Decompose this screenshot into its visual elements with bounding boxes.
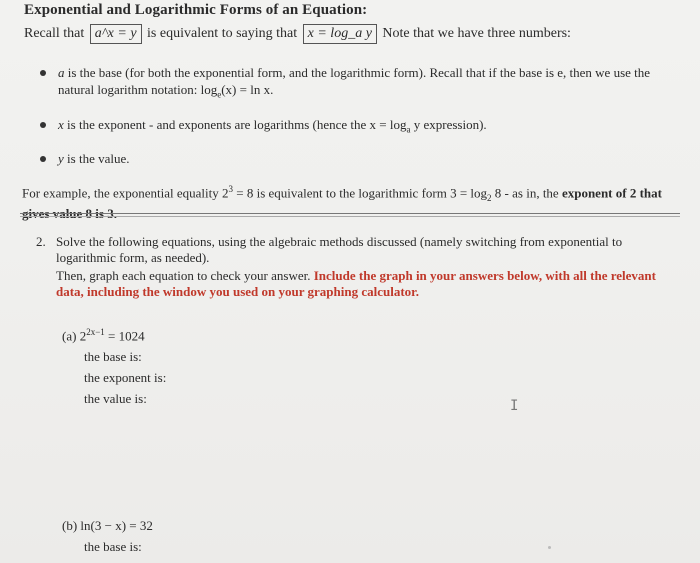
logarithmic-form-box: x = log_a y [303,24,377,44]
answer-base-line[interactable]: the base is: [84,539,142,554]
bullet-lead: a [58,65,65,80]
question-number: 2. [36,234,46,249]
question-graph-instruction [56,268,676,300]
part-b [62,515,153,557]
bullet-tail: y expression). [410,116,487,132]
example-sup: 3 [228,184,233,194]
bullet-exponent [40,116,680,139]
part-a-equation [62,322,166,346]
bullet-text: is the exponent - and exponents are logarithms (hence the x = log [63,116,407,132]
part-label: (b) [62,518,78,533]
answer-value-line[interactable]: the value is: [84,391,147,407]
equation-text: ln(3 − x) = 32 [80,518,153,533]
bullet-text: is the base (for both the exponential form, and the logarithmic form). Recall that if the base is e, then we use the natural logarithm notation: log [58,65,651,97]
recall-line [24,24,571,44]
recall-prefix: Recall that [24,26,85,41]
bullet-dot-icon [40,122,46,128]
exponential-form-box: a^x = y [90,24,142,44]
bullet-base [40,64,680,104]
part-a [62,322,166,409]
bullet-sub: e [217,89,222,100]
text-cursor-icon: I [510,398,519,414]
bullet-lead: x [58,116,64,132]
page-title: Exponential and Logarithmic Forms of an Equation: [24,2,368,18]
recall-middle: is equivalent to saying that [147,26,298,41]
divider [20,213,680,214]
answer-exponent-line[interactable]: the exponent is: [84,370,167,386]
bullet-list [40,64,680,179]
example-bold: exponent of 2 that [561,185,662,201]
divider [20,216,680,217]
example-text: = 8 is equivalent to the logarithmic form 3 = log [233,185,488,201]
then-text: Then, graph each equation to check your answer. [56,268,314,283]
recall-suffix: Note that we have three numbers: [382,26,571,41]
example-sub: 2 [487,192,492,203]
bullet-tail: (x) = ln x. [221,82,274,97]
question-instruction: Solve the following equations, using the algebraic methods discussed (namely switching from exponential to logarithmic form, as needed). [56,234,623,265]
part-b-equation [62,515,153,536]
part-label: (a) [62,328,77,344]
bullet-lead: y [58,151,64,167]
dust-speck [548,546,551,549]
equation-rest: = 1024 [104,328,145,344]
example-text: 8 - as in, the [491,185,562,201]
equation-sup: 2x−1 [86,327,105,337]
bullet-dot-icon [40,156,46,162]
question-2 [36,234,676,300]
equation-base: 2 [79,328,87,344]
bullet-sub: a [406,124,411,135]
bullet-text: is the value. [63,151,130,167]
answer-base-line[interactable]: the base is: [84,349,142,365]
highlight-text: Include the graph in your answers below, with all the relevant data, including the window you used on your graphing calculator. [56,268,656,299]
bullet-dot-icon [40,70,46,76]
bullet-value [40,150,680,167]
example-text: For example, the exponential equality 2 [22,185,229,201]
